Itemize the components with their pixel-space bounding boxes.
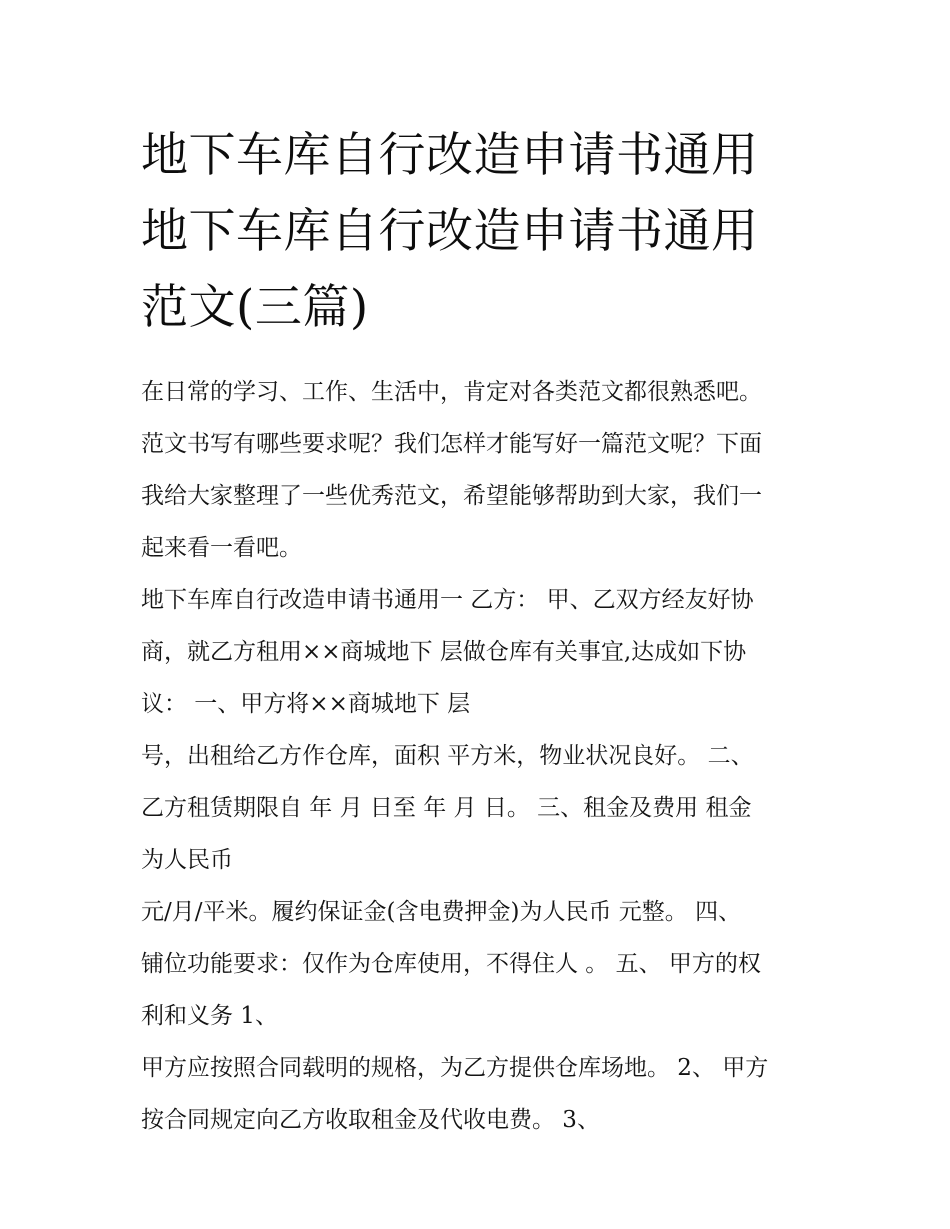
body-line: 议： 一、甲方将××商城地下 层 <box>141 691 471 717</box>
body-line: 范文书写有哪些要求呢？我们怎样才能写好一篇范文呢？下面 <box>141 431 762 457</box>
body-line: 地下车库自行改造申请书通用一 乙方： 甲、乙双方经友好协 <box>141 587 754 613</box>
title-line-3: 范文(三篇) <box>141 280 369 335</box>
body-line: 利和义务 1、 <box>141 1003 278 1029</box>
body-line: 商，就乙方租用××商城地下 层做仓库有关事宜,达成如下协 <box>141 639 747 665</box>
body-line: 铺位功能要求：仅作为仓库使用，不得住人 。 五、 甲方的权 <box>141 951 761 977</box>
document-title <box>141 118 821 346</box>
body-line: 在日常的学习、工作、生活中，肯定对各类范文都很熟悉吧。 <box>141 379 762 405</box>
body-line: 甲方应按照合同载明的规格，为乙方提供仓库场地。 2、 甲方 <box>141 1055 769 1081</box>
document-page <box>141 118 821 1146</box>
body-line: 乙方租赁期限自 年 月 日至 年 月 日。 三、租金及费用 租金 <box>141 795 752 821</box>
body-line: 号，出租给乙方作仓库，面积 平方米，物业状况良好。 二、 <box>141 743 754 769</box>
body-line: 元/月/平米。履约保证金(含电费押金)为人民币 元整。 四、 <box>141 899 742 925</box>
title-line-2: 地下车库自行改造申请书通用 <box>141 204 759 259</box>
title-line-1: 地下车库自行改造申请书通用 <box>141 128 759 183</box>
body-line: 起来看一看吧。 <box>141 535 302 561</box>
body-line: 为人民币 <box>141 847 233 873</box>
document-body <box>141 366 821 1146</box>
body-line: 我给大家整理了一些优秀范文，希望能够帮助到大家，我们一 <box>141 483 762 509</box>
body-line: 按合同规定向乙方收取租金及代收电费。 3、 <box>141 1107 600 1133</box>
